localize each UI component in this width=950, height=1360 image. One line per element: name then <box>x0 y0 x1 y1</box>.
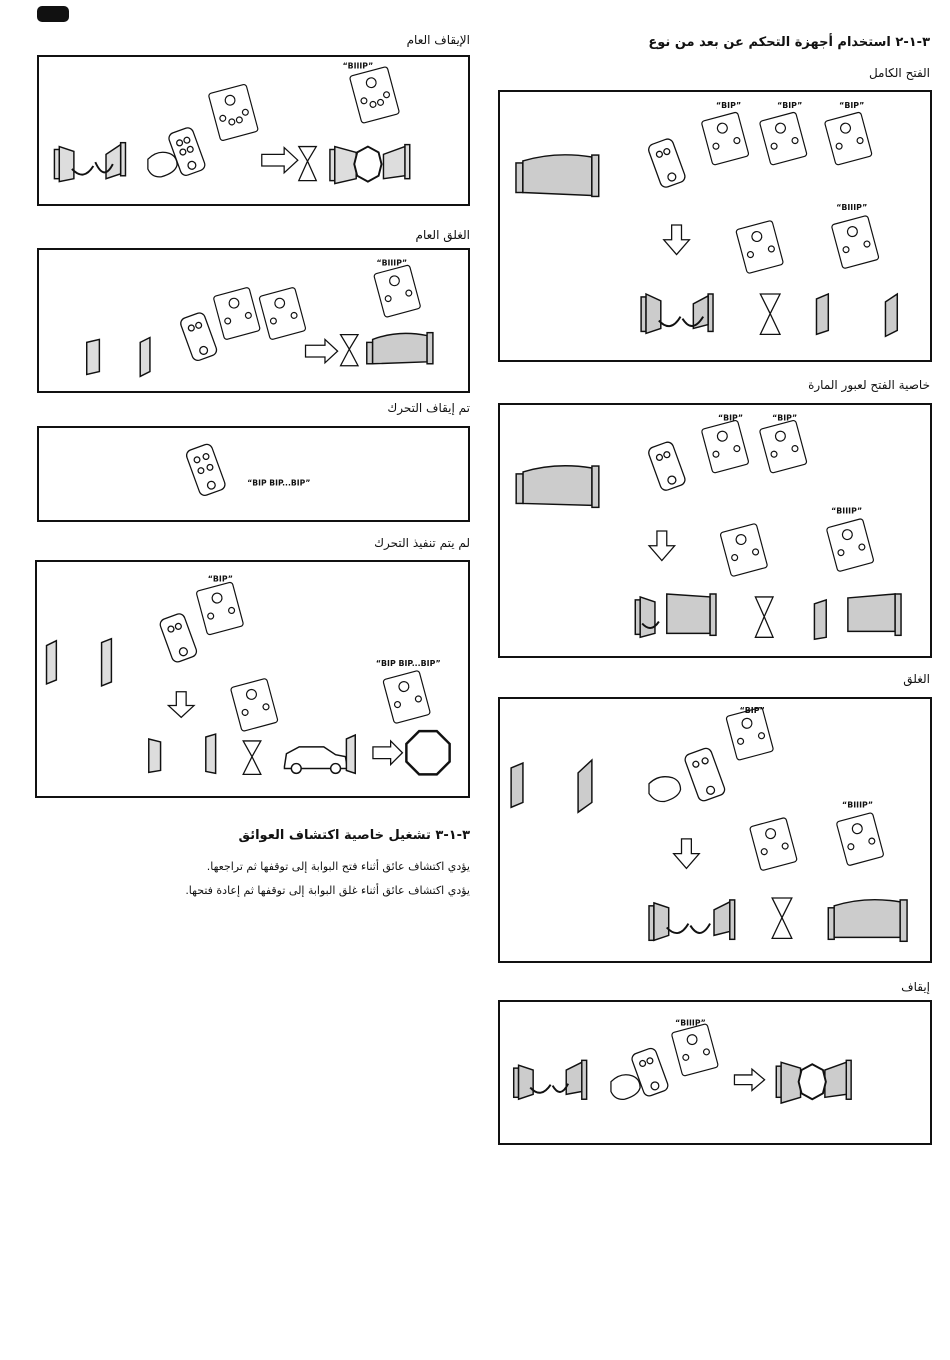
gate-icon <box>848 594 901 635</box>
sound-label: “BIIIP” <box>342 61 374 71</box>
stop-diagram <box>498 1000 932 1145</box>
hand-press-icon <box>148 152 177 177</box>
stop-label: إيقاف <box>901 980 930 994</box>
sound-label: “BIP BIP...BIP” <box>375 659 441 669</box>
sound-label: “BIP BIP...BIP” <box>247 478 311 488</box>
gate-icon <box>516 155 599 197</box>
general-stop-diagram <box>37 55 470 206</box>
gate-icon <box>102 639 112 686</box>
gate-icon <box>828 900 907 942</box>
close-diagram <box>498 697 932 963</box>
general-stop-label: الإيقاف العام <box>406 33 470 47</box>
general-close-diagram <box>37 248 470 393</box>
arrow-down-icon <box>664 225 690 255</box>
stop-octagon-icon <box>799 1064 826 1099</box>
receiver-card-icon <box>196 582 244 635</box>
hourglass-icon <box>341 335 359 366</box>
arrow-down-icon <box>649 531 675 561</box>
gate-icon <box>140 338 150 377</box>
rotate-arrow-icon <box>72 166 93 175</box>
arrow-down-icon <box>168 692 194 718</box>
movement-not-executed-diagram <box>35 560 470 798</box>
receiver-card-icon <box>759 112 807 165</box>
receiver-card-icon <box>383 670 431 723</box>
remote-control-icon <box>159 612 198 663</box>
stop-octagon-icon <box>406 731 449 774</box>
sound-label: “BIP” <box>739 705 765 715</box>
stop-octagon-icon <box>354 147 381 182</box>
sound-label: “BIP” <box>777 100 803 110</box>
arrow-right-icon <box>306 339 338 362</box>
gate-icon <box>885 294 897 336</box>
receiver-card-icon <box>726 707 774 760</box>
gate-icon <box>649 900 735 940</box>
gate-icon <box>511 763 523 807</box>
sound-label: “BIP” <box>772 413 798 423</box>
obstacle-line-2: يؤدي اكتشاف عائق أثناء غلق البوابة إلى توقفها ثم إعادة فتحها. <box>185 884 470 897</box>
sound-label: “BIP” <box>839 100 865 110</box>
sound-label: “BIIIP” <box>831 506 863 516</box>
pedestrian-open-diagram <box>498 403 932 658</box>
receiver-card-icon <box>824 112 872 165</box>
receiver-card-icon <box>374 265 421 318</box>
movement-stopped-diagram <box>37 426 470 522</box>
full-open-label: الفتح الكامل <box>868 66 930 80</box>
receiver-card-icon <box>736 220 784 273</box>
hourglass-icon <box>243 741 261 774</box>
gate-icon <box>578 760 592 812</box>
receiver-card-icon <box>720 523 768 576</box>
sound-label: “BIIIP” <box>842 800 874 810</box>
gate-icon <box>635 594 716 637</box>
gate-icon <box>149 739 161 772</box>
remote-control-icon <box>185 443 227 497</box>
general-close-label: الغلق العام <box>415 228 470 242</box>
rotate-arrow-icon <box>667 924 689 933</box>
gate-icon <box>516 466 599 508</box>
receiver-card-icon <box>836 812 884 865</box>
gate-icon <box>514 1060 587 1099</box>
receiver-card-icon <box>259 287 306 340</box>
gate-icon <box>87 339 100 374</box>
section-title: ٣-١-٢ استخدام أجهزة التحكم عن بعد من نوع <box>648 35 930 50</box>
language-tab <box>37 6 69 22</box>
receiver-card-icon <box>826 518 874 571</box>
receiver-card-icon <box>349 66 399 123</box>
obstacle-section-title: ٣-١-٣ تشغيل خاصية اكتشاف العوائق <box>238 828 470 843</box>
sound-label: “BIIIP” <box>675 1018 706 1028</box>
hourglass-icon <box>755 597 773 637</box>
gate-icon <box>54 143 125 182</box>
hourglass-icon <box>772 898 792 938</box>
receiver-card-icon <box>749 817 797 870</box>
hand-press-icon <box>611 1075 640 1100</box>
gate-icon <box>814 600 826 639</box>
gate-icon <box>47 641 57 684</box>
movement-not-executed-label: لم يتم تنفيذ التحرك <box>374 536 470 550</box>
receiver-card-icon <box>701 112 749 165</box>
gate-icon <box>206 734 216 773</box>
receiver-card-icon <box>213 287 260 340</box>
movement-stopped-label: تم إيقاف التحرك <box>387 401 470 415</box>
full-open-diagram <box>498 90 932 362</box>
sound-label: “BIIIP” <box>836 203 868 213</box>
remote-control-icon <box>179 311 218 362</box>
hourglass-icon <box>760 294 780 334</box>
gate-icon <box>816 294 828 334</box>
arrow-right-icon <box>734 1069 764 1090</box>
sound-label: “BIP” <box>715 100 742 110</box>
rotate-arrow-icon <box>659 317 681 326</box>
receiver-card-icon <box>831 215 879 268</box>
arrow-right-icon <box>262 148 298 173</box>
close-label: الغلق <box>903 672 930 686</box>
obstacle-line-1: يؤدي اكتشاف عائق أثناء فتح البوابة إلى توقفها ثم تراجعها. <box>206 860 470 873</box>
pedestrian-open-label: خاصية الفتح لعبور المارة <box>808 378 930 392</box>
arrow-down-icon <box>674 839 700 869</box>
remote-control-icon <box>647 441 687 492</box>
remote-control-icon <box>683 747 726 803</box>
gate-icon <box>641 294 713 333</box>
receiver-card-icon <box>208 84 258 141</box>
hourglass-icon <box>299 147 317 181</box>
receiver-card-icon <box>230 678 278 731</box>
gate-icon <box>367 333 433 364</box>
gate-icon <box>346 735 355 773</box>
receiver-card-icon <box>759 420 807 473</box>
sound-label: “BIIIP” <box>376 258 408 268</box>
car-icon <box>284 747 347 774</box>
arrow-right-icon <box>373 741 402 765</box>
receiver-card-icon <box>701 420 749 473</box>
sound-label: “BIP” <box>717 413 744 423</box>
receiver-card-icon <box>671 1024 718 1077</box>
remote-control-icon <box>647 137 687 188</box>
sound-label: “BIP” <box>207 574 233 584</box>
hand-press-icon <box>649 777 681 802</box>
